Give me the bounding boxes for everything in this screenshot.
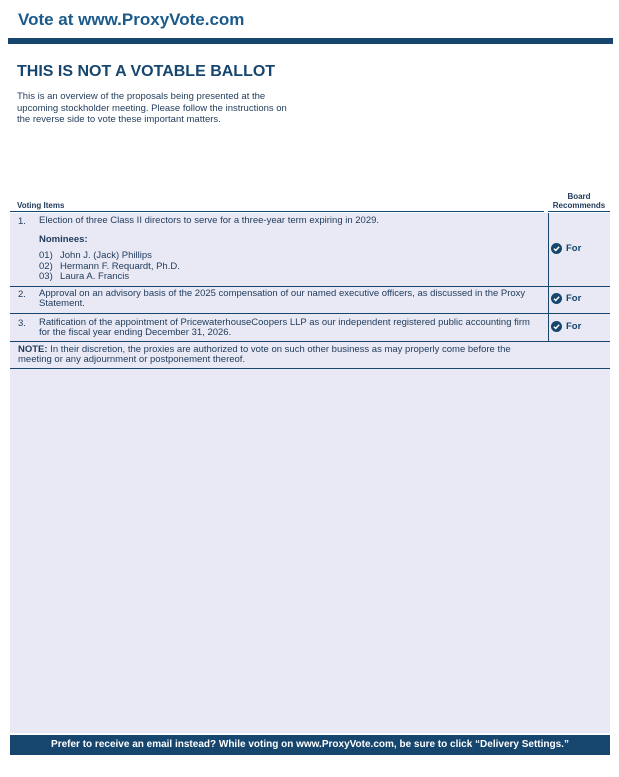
board-header-line: Board	[567, 192, 591, 201]
recommendation-for	[551, 243, 581, 254]
intro-line: the reverse side to vote these important matters.	[17, 114, 221, 125]
recommendation-label: For	[566, 243, 582, 254]
item-text-line: Statement.	[39, 298, 85, 309]
voting-items-header: Voting Items	[17, 201, 65, 210]
check-circle-icon	[551, 243, 562, 254]
check-circle-icon	[551, 293, 562, 304]
item-number: 2.	[18, 289, 26, 300]
item-text	[39, 289, 549, 309]
board-recommends-header	[548, 192, 610, 210]
voting-item-2	[10, 289, 610, 313]
nominee-number: 03)	[39, 271, 53, 282]
item-text-line: for the fiscal year ending December 31, 2026.	[39, 327, 232, 338]
row-divider	[10, 286, 610, 287]
note-text	[18, 345, 548, 365]
nominee	[39, 272, 129, 283]
intro-line: This is an overview of the proposals being presented at the	[17, 91, 266, 102]
item-text-line: Ratification of the appointment of PricewaterhouseCoopers LLP as our independent registered public accounting firm	[39, 317, 530, 328]
voting-item-3	[10, 318, 610, 340]
item-text	[39, 318, 549, 338]
nominee-number: 02)	[39, 260, 53, 272]
header-rule	[8, 38, 613, 44]
nominee-name: Laura A. Francis	[60, 271, 130, 282]
intro-text	[17, 91, 317, 126]
row-divider	[10, 341, 610, 342]
intro-line: upcoming stockholder meeting. Please follow the instructions on	[17, 102, 287, 114]
recommendation-label: For	[566, 293, 582, 304]
recommendation-for	[551, 293, 581, 304]
check-circle-icon	[551, 321, 562, 332]
nominee-number: 01)	[39, 250, 53, 261]
item-number: 1.	[18, 216, 26, 227]
note-line-1: In their discretion, the proxies are authorized to vote on such other business as may properly come before the	[47, 344, 511, 355]
item-text: Election of three Class II directors to serve for a three-year term expiring in 2029.	[39, 215, 380, 226]
recommendation-label: For	[566, 321, 582, 332]
header-divider	[548, 211, 610, 212]
note-line-2: meeting or any adjournment or postponement thereof.	[18, 354, 246, 365]
board-header-line: Recommends	[552, 201, 606, 210]
footer-banner: Prefer to receive an email instead? While voting on www.ProxyVote.com, be sure to click “Delivery Settings.”	[10, 735, 610, 755]
note-label: NOTE:	[18, 344, 48, 355]
row-divider	[10, 368, 610, 369]
nominees-label: Nominees:	[39, 234, 88, 245]
row-divider	[10, 313, 610, 314]
item-text-line: Approval on an advisory basis of the 2025 compensation of our named executive officers, as discussed in the Proxy	[39, 288, 526, 299]
ballot-title: THIS IS NOT A VOTABLE BALLOT	[17, 63, 276, 80]
nominee-name: Hermann F. Requardt, Ph.D.	[60, 260, 180, 272]
note-row	[10, 345, 610, 367]
recommendation-for	[551, 321, 581, 332]
nominee-name: John J. (Jack) Phillips	[60, 250, 152, 261]
header-title: Vote at www.ProxyVote.com	[18, 10, 245, 29]
voting-item-1	[10, 216, 610, 286]
item-number: 3.	[18, 318, 26, 329]
header-divider	[10, 211, 544, 212]
